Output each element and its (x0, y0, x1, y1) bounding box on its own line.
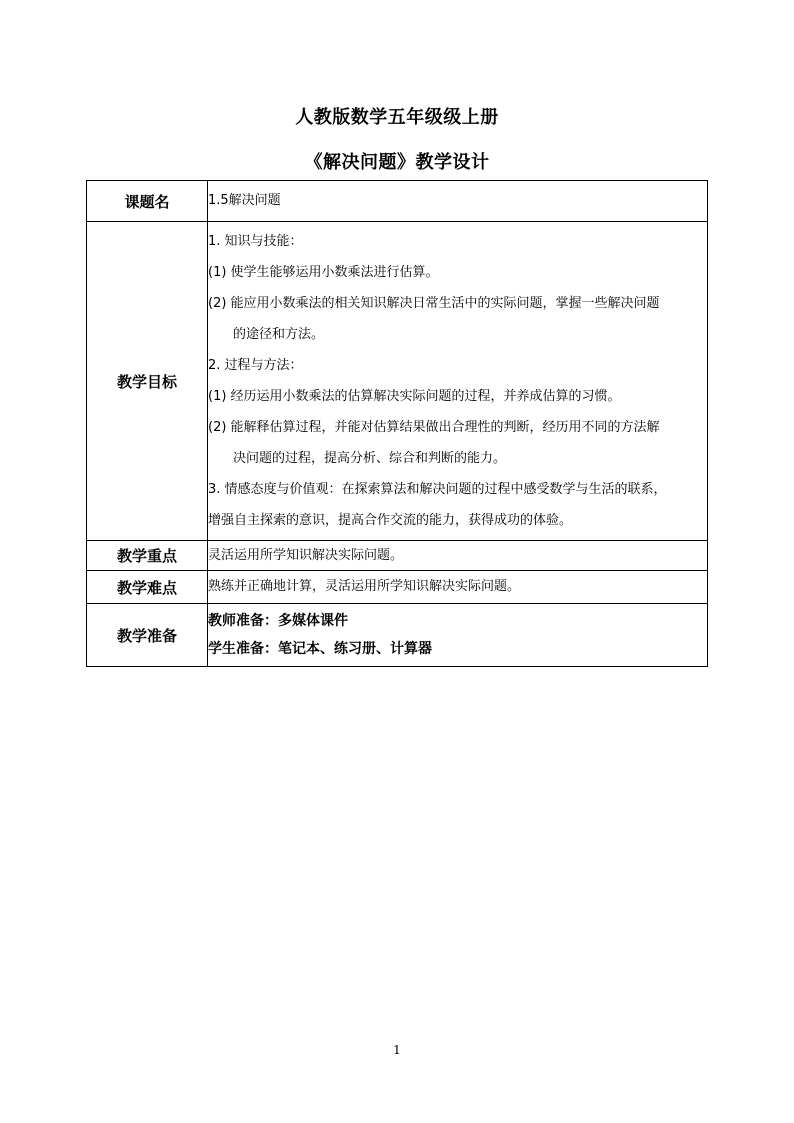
content-line: (1) 经历运用小数乘法的估算解决实际问题的过程，并养成估算的习惯。 (208, 389, 621, 404)
table-row (87, 181, 708, 222)
content-line: 增强自主探索的意识，提高合作交流的能力，获得成功的体验。 (208, 513, 573, 528)
table-row (87, 541, 708, 571)
content-line: (2) 能解释估算过程，并能对估算结果做出合理性的判断，经历用不同的方法解 (208, 420, 660, 435)
document-title: 人教版数学五年级级上册 (295, 107, 499, 128)
row-content (208, 604, 708, 667)
content-line: 熟练并正确地计算，灵活运用所学知识解决实际问题。 (208, 579, 521, 594)
content-line: 3. 情感态度与价值观：在探索算法和解决问题的过程中感受数学与生活的联系， (208, 482, 667, 497)
lesson-plan-table (86, 180, 708, 667)
content-line: 1. 知识与技能： (208, 234, 303, 249)
document-subtitle: 《解决问题》教学设计 (304, 152, 490, 173)
content-line: 教师准备：多媒体课件 (208, 613, 348, 629)
row-content (208, 222, 708, 541)
table-row (87, 604, 708, 667)
row-label: 教学准备 (87, 604, 208, 667)
row-label: 教学重点 (87, 541, 208, 571)
content-line: 2. 过程与方法： (208, 358, 303, 373)
row-label: 教学目标 (87, 222, 208, 541)
table-row (87, 222, 708, 541)
row-label: 课题名 (87, 181, 208, 222)
content-line: (2) 能应用小数乘法的相关知识解决日常生活中的实际问题，掌握一些解决问题 (208, 296, 660, 311)
content-line: 1.5解决问题 (208, 193, 281, 208)
page-number: 1 (393, 1043, 401, 1057)
row-label: 教学难点 (87, 571, 208, 604)
table-row (87, 571, 708, 604)
content-line: (1) 使学生能够运用小数乘法进行估算。 (208, 265, 439, 280)
content-line: 灵活运用所学知识解决实际问题。 (208, 547, 404, 563)
row-content (208, 541, 708, 571)
content-line: 学生准备：笔记本、练习册、计算器 (208, 641, 432, 657)
content-line: 的途径和方法。 (233, 327, 325, 342)
row-content (208, 181, 708, 222)
content-line: 决问题的过程，提高分析、综合和判断的能力。 (233, 451, 507, 466)
row-content (208, 571, 708, 604)
